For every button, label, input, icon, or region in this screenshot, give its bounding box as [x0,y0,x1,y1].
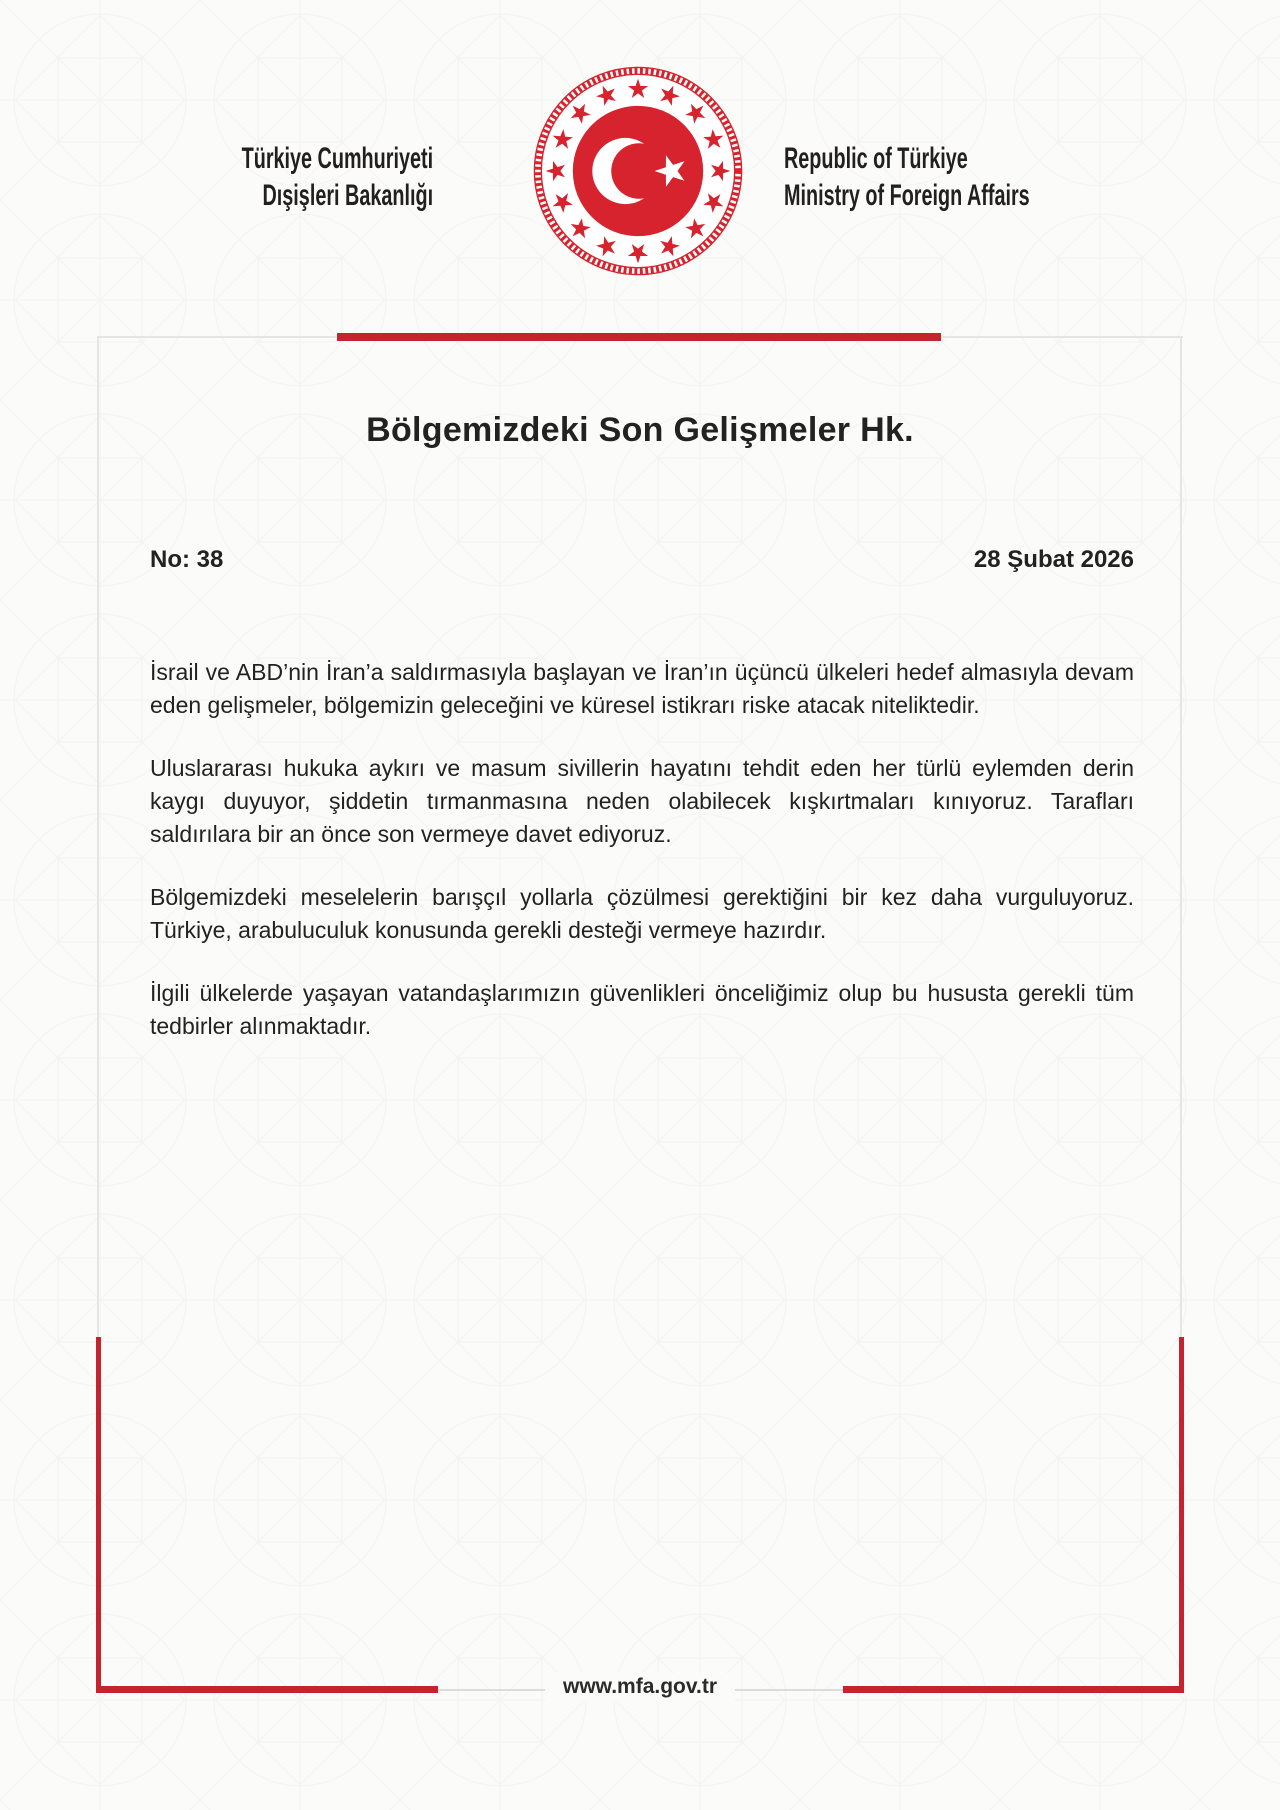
paragraph: İlgili ülkelerde yaşayan vatandaşlarımızın güvenlikleri önceliğimiz olup bu hususta gerekli tüm tedbirler alınmaktadır. [150,980,1134,1039]
ministry-name-english [784,140,1030,214]
ministry-name-turkish [242,140,433,214]
paragraph: İsrail ve ABD’nin İran’a saldırmasıyla başlayan ve İran’ın üçüncü ülkeleri hedef almasıyla devam eden gelişmeler, bölgemizin geleceğini ve küresel istikrarı riske atacak niteliktedir. [150,659,1134,718]
frame-right-border-upper [1180,336,1182,1337]
frame-left-border-upper [97,336,99,1337]
frame-right-border-lower [1179,1337,1184,1693]
page-title: Bölgemizdeki Son Gelişmeler Hk. [366,411,914,449]
ministry-name-turkish-line2: Dışişleri Bakanlığı [262,179,433,212]
document-body [150,656,1134,1073]
frame-left-border-lower [96,1337,101,1693]
paragraph: Bölgemizdeki meselelerin barışçıl yollarla çözülmesi gerektiğini bir kez daha vurguluyoruz. Türkiye, arabuluculuk konusunda gerekli desteği vermeye hazırdır. [150,884,1134,943]
paragraph: Uluslararası hukuka aykırı ve masum sivillerin hayatını tehdit eden her türlü eylemden derin kaygı duyuyor, şiddetin tırmanmasına neden olabilecek kışkırtmaları kınıyoruz. Tarafları saldırılara bir an önce son vermeye davet ediyoruz. [150,755,1134,847]
ministry-name-turkish-line1: Türkiye Cumhuriyeti [241,142,433,175]
ministry-name-english-line2: Ministry of Foreign Affairs [784,179,1030,212]
document-date: 28 Şubat 2026 [973,546,1134,573]
frame-top-red-bar [337,333,941,341]
document-number: No: 38 [150,546,224,573]
website-link[interactable]: www.mfa.gov.tr [545,1673,735,1701]
document-meta-row [150,545,1134,575]
turkiye-mfa-seal-icon [531,64,745,278]
ministry-name-english-line1: Republic of Türkiye [784,142,968,175]
footer [0,1673,1280,1701]
